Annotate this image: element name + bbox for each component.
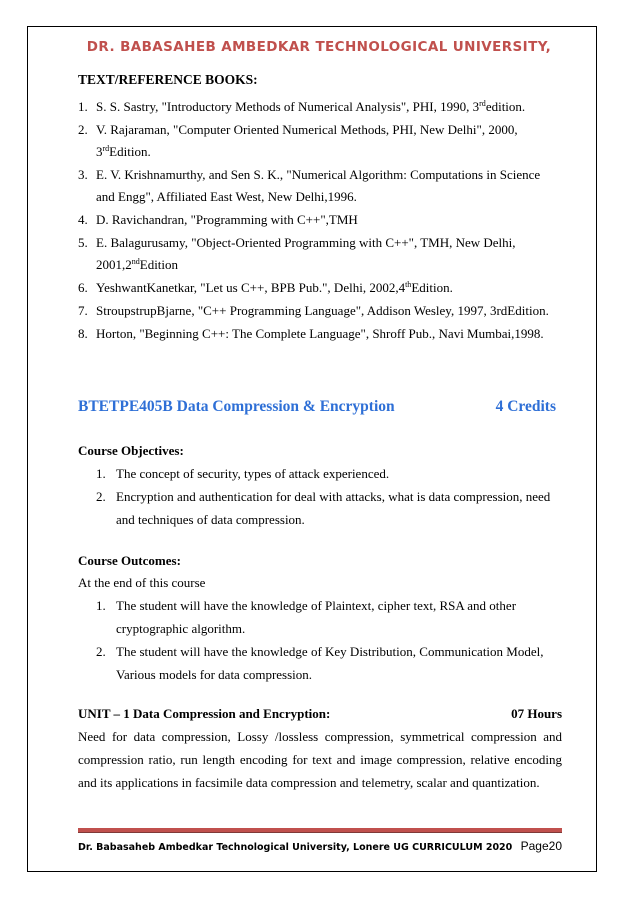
- outcome-item: 2. The student will have the knowledge of Key Distribution, Communication Model, Various models for data compression.: [96, 644, 544, 682]
- outcomes-heading: Course Outcomes:: [78, 553, 181, 568]
- unit1-hours: 07 Hours: [511, 706, 562, 721]
- outcomes-intro: At the end of this course: [78, 575, 206, 590]
- references-section: [78, 72, 562, 346]
- objective-item: 1. The concept of security, types of attack experienced.: [96, 466, 390, 481]
- outcomes-section: [78, 550, 562, 686]
- course-heading: [78, 398, 556, 416]
- outcomes-list: [78, 594, 562, 686]
- unit1-heading: [78, 703, 562, 725]
- unit1-body: Need for data compression, Lossy /lossless compression, symmetrical compression and compression ratio, run length encoding for text and image compression, relative encoding and its applications in facsimile data compression and telemetry, scalar and quantization.: [78, 729, 562, 790]
- reference-item: 7. StroupstrupBjarne, "C++ Programming Language", Addison Wesley, 1997, 3rdEdition.: [78, 303, 549, 318]
- course-credits: 4 Credits: [495, 398, 556, 415]
- references-list: [78, 96, 562, 345]
- reference-item: 1. S. S. Sastry, "Introductory Methods of Numerical Analysis", PHI, 1990, 3rdedition.: [78, 99, 526, 114]
- references-heading: TEXT/REFERENCE BOOKS:: [78, 72, 258, 87]
- objectives-list: [78, 462, 562, 531]
- reference-item: 3. E. V. Krishnamurthy, and Sen S. K., "Numerical Algorithm: Computations in Science and Engg", Affiliated East West, New Delhi,1996.: [78, 167, 541, 204]
- reference-item: 4. D. Ravichandran, "Programming with C++",TMH: [78, 212, 358, 227]
- course-code-title: BTETPE405B Data Compression & Encryption: [78, 398, 395, 415]
- reference-item: 2. V. Rajaraman, "Computer Oriented Numerical Methods, PHI, New Delhi", 2000, 3rdEdition.: [78, 122, 518, 159]
- university-header: DR. BABASAHEB AMBEDKAR TECHNOLOGICAL UNIVERSITY,: [86, 39, 552, 55]
- footer-text: Dr. Babasaheb Ambedkar Technological University, Lonere UG CURRICULUM 2020: [78, 842, 513, 853]
- objectives-heading: Course Objectives:: [78, 443, 184, 458]
- footer-rule: [78, 828, 562, 833]
- footer: [78, 839, 562, 853]
- objectives-section: [78, 440, 562, 531]
- outcome-item: 1. The student will have the knowledge of Plaintext, cipher text, RSA and other cryptographic algorithm.: [96, 598, 517, 636]
- reference-item: 8. Horton, "Beginning C++: The Complete Language", Shroff Pub., Navi Mumbai,1998.: [78, 326, 544, 341]
- objective-item: 2. Encryption and authentication for deal with attacks, what is data compression, need and techniques of data compression.: [96, 489, 551, 527]
- unit1-title: UNIT – 1 Data Compression and Encryption:: [78, 706, 331, 721]
- reference-item: 5. E. Balagurusamy, "Object-Oriented Programming with C++", TMH, New Delhi, 2001,2ndEdition: [78, 235, 516, 272]
- unit1-section: [78, 703, 562, 794]
- reference-item: 6. YeshwantKanetkar, "Let us C++, BPB Pub.", Delhi, 2002,4thEdition.: [78, 280, 453, 295]
- page-number: Page20: [520, 839, 562, 853]
